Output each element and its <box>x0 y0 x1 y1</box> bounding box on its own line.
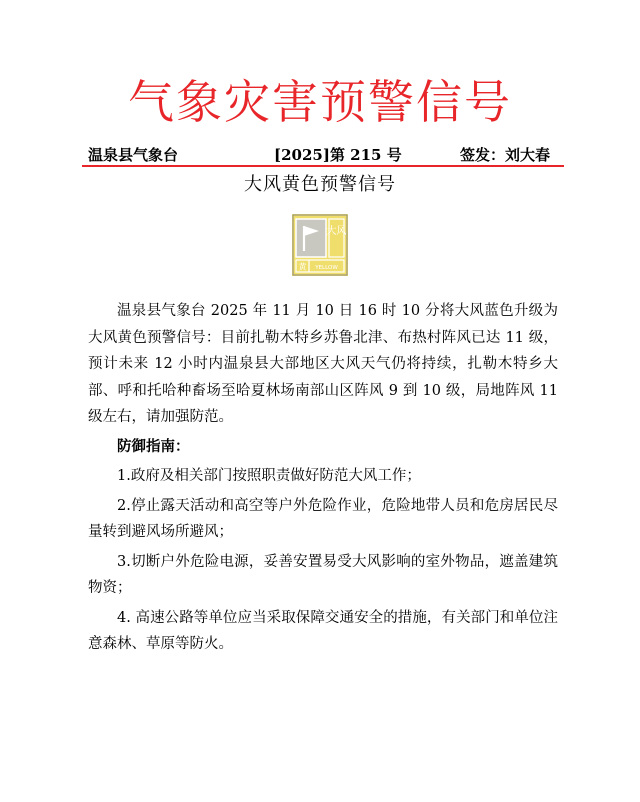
warning-title: 大风黄色预警信号 <box>244 174 396 195</box>
guidance-item: 1.政府及相关部门按照职责做好防范大风工作； <box>117 468 421 484</box>
guidance-heading: 防御指南： <box>117 437 190 455</box>
document-number: [2025]第 215 号 <box>274 146 402 164</box>
icon-label-right: YELLOW <box>315 265 338 271</box>
guidance-item: 2.停止露天活动和高空等户外危险作业，危险地带人员和危房居民尽量转到避风场所避风； <box>88 497 558 540</box>
header-divider <box>82 165 564 167</box>
document-meta-row <box>88 144 550 166</box>
icon-label-left: 黄 <box>298 262 307 272</box>
issuing-organization: 温泉县气象台 <box>88 146 179 164</box>
masthead-title: 气象灾害预警信号 <box>128 75 512 129</box>
icon-label-top: 大风 <box>326 226 347 237</box>
guidance-item: 3.切断户外危险电源，妥善安置易受大风影响的室外物品，遮盖建筑物资； <box>88 553 558 596</box>
announcement-paragraph: 温泉县气象台 2025 年 11 月 10 日 16 时 10 分将大风蓝色升级为大风黄色预警信号：目前扎勒木特乡苏鲁北津、布热村阵风已达 11 级，预计未来 12 小时内温泉县大部地区大风天气仍将持续，扎勒木特乡大部、呼和托哈种畜场至哈夏林场南部山区阵风 9 到 10 级，局地阵风 11 级左右，请加强防范。 <box>88 303 558 425</box>
wind-yellow-warning-icon <box>292 214 348 276</box>
signer: 签发：刘大春 <box>459 146 550 164</box>
document-body <box>88 298 558 661</box>
guidance-item: 4. 高速公路等单位应当采取保障交通安全的措施，有关部门和单位注意森林、草原等防火。 <box>88 609 558 652</box>
